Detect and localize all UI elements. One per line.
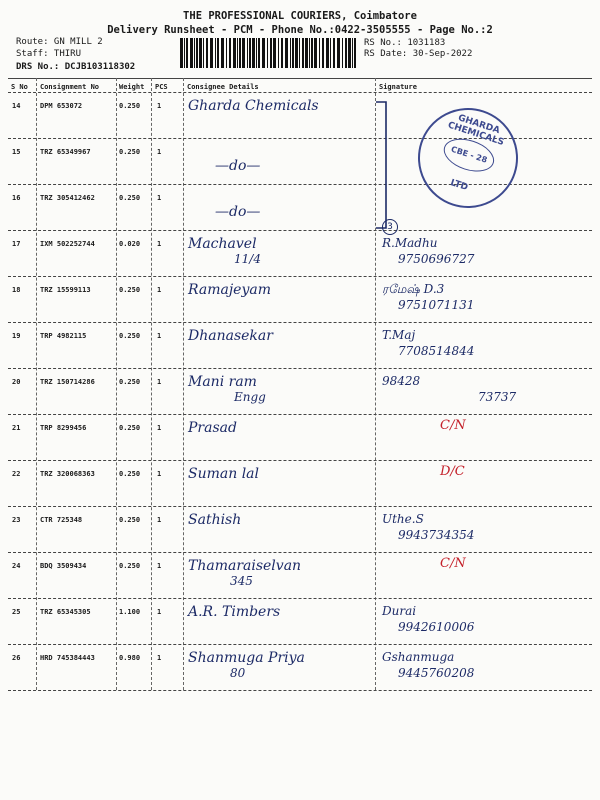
row-signature-phone: 9445760208 xyxy=(398,666,475,680)
col-consignment-header: Consignment No xyxy=(40,83,100,91)
row-weight: 0.250 xyxy=(119,148,141,156)
row-consignee-name: Thamaraiselvan xyxy=(188,558,302,574)
row-consignee-detail: 11/4 xyxy=(234,252,261,266)
row-weight: 0.980 xyxy=(119,654,141,662)
row-consignee-name: A.R. Timbers xyxy=(188,604,281,620)
bracket-mark xyxy=(372,98,392,238)
row-consignee-detail: 345 xyxy=(230,574,253,588)
row-sno: 18 xyxy=(12,286,21,294)
row-consignee-name: Dhanasekar xyxy=(188,328,273,344)
row-signature: C/N xyxy=(440,418,466,433)
row-divider xyxy=(8,230,592,231)
row-consignment-no: DPM 653072 xyxy=(40,102,83,110)
row-sno: 23 xyxy=(12,516,21,524)
row-signature-phone: 9750696727 xyxy=(398,252,475,266)
row-pcs: 1 xyxy=(157,608,162,616)
row-pcs: 1 xyxy=(157,654,162,662)
row-sno: 14 xyxy=(12,102,21,110)
row-consignee-name: —do— xyxy=(215,204,261,220)
bracket-count: 3 xyxy=(382,219,398,235)
row-consignee-name: Machavel xyxy=(188,236,257,252)
row-consignee-name: Shanmuga Priya xyxy=(188,650,305,666)
row-consignment-no: TRZ 15599113 xyxy=(40,286,91,294)
barcode xyxy=(180,38,358,68)
row-consignment-no: TRZ 65345305 xyxy=(40,608,91,616)
row-consignment-no: TRZ 320068363 xyxy=(40,470,95,478)
row-pcs: 1 xyxy=(157,194,162,202)
row-divider xyxy=(8,414,592,415)
row-divider xyxy=(8,598,592,599)
col-sno-header: S No xyxy=(11,83,28,91)
row-pcs: 1 xyxy=(157,102,162,110)
row-signature: C/N xyxy=(440,556,466,571)
row-weight: 0.250 xyxy=(119,378,141,386)
row-weight: 0.250 xyxy=(119,286,141,294)
row-pcs: 1 xyxy=(157,240,162,248)
row-signature: Durai xyxy=(382,604,417,618)
stamp-bottom-text: LTD xyxy=(448,178,470,194)
row-signature-phone: 9943734354 xyxy=(398,528,475,542)
row-consignment-no: TRZ 150714286 xyxy=(40,378,95,386)
staff-label: Staff: THIRU xyxy=(16,49,82,59)
row-divider xyxy=(8,460,592,461)
col-consignee-header: Consignee Details xyxy=(187,83,259,91)
row-consignee-name: Sathish xyxy=(188,512,242,528)
row-consignment-no: CTR 725348 xyxy=(40,516,83,524)
row-consignee-name: Suman lal xyxy=(188,466,259,482)
row-divider xyxy=(8,506,592,507)
rs-date: RS Date: 30-Sep-2022 xyxy=(364,49,473,59)
row-pcs: 1 xyxy=(157,516,162,524)
row-signature-phone: 9751071131 xyxy=(398,298,475,312)
row-consignment-no: TRP 8299456 xyxy=(40,424,87,432)
row-sno: 16 xyxy=(12,194,21,202)
row-sno: 22 xyxy=(12,470,21,478)
row-signature-phone: 7708514844 xyxy=(398,344,475,358)
row-signature-phone: 9942610006 xyxy=(398,620,475,634)
row-signature: Gshanmuga xyxy=(382,650,455,664)
row-pcs: 1 xyxy=(157,332,162,340)
row-signature: 98428 xyxy=(382,374,421,388)
drs-number: DRS No.: DCJB103118302 xyxy=(16,62,136,72)
row-weight: 0.250 xyxy=(119,562,141,570)
row-signature: ரமேஷ் D.3 xyxy=(382,282,445,296)
row-pcs: 1 xyxy=(157,378,162,386)
row-divider xyxy=(8,552,592,553)
row-consignee-detail: Engg xyxy=(234,390,266,404)
row-divider xyxy=(8,644,592,645)
route-label: Route: GN MILL 2 xyxy=(16,37,103,47)
row-divider xyxy=(8,368,592,369)
rs-number: RS No.: 1031183 xyxy=(364,38,446,48)
row-consignment-no: IXM 502252744 xyxy=(40,240,95,248)
col-pcs-header: PCS xyxy=(155,83,168,91)
row-consignee-name: Gharda Chemicals xyxy=(188,98,319,114)
row-sno: 24 xyxy=(12,562,21,570)
row-pcs: 1 xyxy=(157,470,162,478)
row-weight: 0.250 xyxy=(119,424,141,432)
row-weight: 0.250 xyxy=(119,102,141,110)
row-consignment-no: TRZ 65349967 xyxy=(40,148,91,156)
row-signature: D/C xyxy=(440,464,465,479)
stamp-center-text: CBE - 28 xyxy=(440,133,499,178)
row-divider xyxy=(8,276,592,277)
row-sno: 26 xyxy=(12,654,21,662)
header-divider xyxy=(8,92,592,93)
row-weight: 0.250 xyxy=(119,470,141,478)
row-weight: 0.250 xyxy=(119,332,141,340)
row-signature: Uthe.S xyxy=(382,512,424,526)
row-sno: 25 xyxy=(12,608,21,616)
row-pcs: 1 xyxy=(157,562,162,570)
row-signature: T.Maj xyxy=(382,328,416,342)
row-signature-phone: 73737 xyxy=(478,390,517,404)
row-consignment-no: HRD 745384443 xyxy=(40,654,95,662)
row-divider xyxy=(8,690,592,691)
row-consignee-name: —do— xyxy=(215,158,261,174)
row-signature: R.Madhu xyxy=(382,236,438,250)
runsheet-subtitle: Delivery Runsheet - PCM - Phone No.:0422-3505555 - Page No.:2 xyxy=(107,24,493,36)
table-top-border xyxy=(8,78,592,79)
row-sno: 15 xyxy=(12,148,21,156)
company-title: THE PROFESSIONAL COURIERS, Coimbatore xyxy=(183,10,417,22)
row-consignee-detail: 80 xyxy=(230,666,246,680)
row-consignment-no: TRP 4982115 xyxy=(40,332,87,340)
company-stamp xyxy=(405,95,531,221)
stamp-top-text: GHARDA CHEMICALS xyxy=(446,113,506,148)
row-divider xyxy=(8,322,592,323)
row-consignment-no: BDQ 3509434 xyxy=(40,562,87,570)
row-pcs: 1 xyxy=(157,286,162,294)
row-consignee-name: Ramajeyam xyxy=(188,282,271,298)
row-weight: 0.250 xyxy=(119,194,141,202)
row-weight: 0.250 xyxy=(119,516,141,524)
row-sno: 19 xyxy=(12,332,21,340)
row-sno: 17 xyxy=(12,240,21,248)
row-sno: 20 xyxy=(12,378,21,386)
col-signature-header: Signature xyxy=(379,83,417,91)
row-pcs: 1 xyxy=(157,148,162,156)
row-pcs: 1 xyxy=(157,424,162,432)
row-consignee-name: Mani ram xyxy=(188,374,257,390)
row-sno: 21 xyxy=(12,424,21,432)
row-consignment-no: TRZ 305412462 xyxy=(40,194,95,202)
col-weight-header: Weight xyxy=(119,83,145,91)
row-consignee-name: Prasad xyxy=(188,420,237,436)
row-weight: 1.100 xyxy=(119,608,141,616)
row-weight: 0.020 xyxy=(119,240,141,248)
